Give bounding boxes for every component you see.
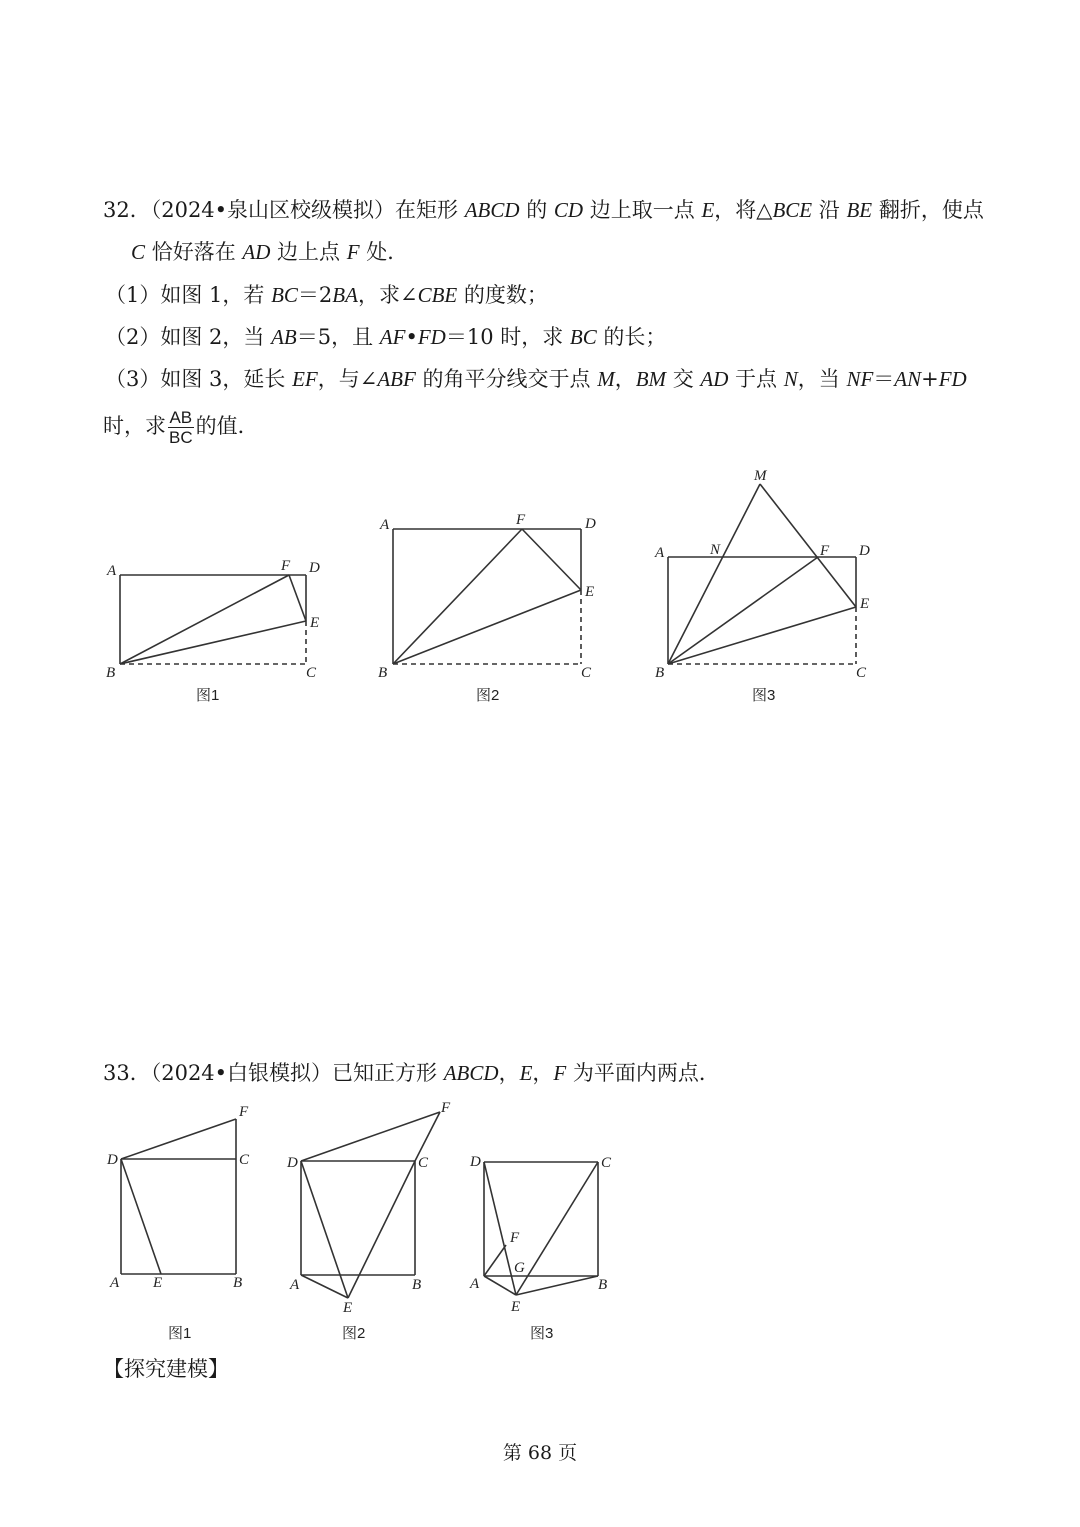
label-E: E [310, 615, 320, 631]
label-D: D [585, 516, 596, 532]
q32-part3-cont: 时，求 $\frac{AB}{BC}$ 的值． [103, 408, 259, 447]
segment-BM [668, 484, 760, 664]
segment-FE [522, 529, 581, 590]
segment-CE [348, 1161, 415, 1298]
label-D: D [470, 1154, 481, 1170]
label-E: E [585, 584, 595, 600]
segment-DE [121, 1159, 161, 1274]
q32-part3: （3）如图 3，延长 EF，与∠ABF 的角平分线交于点 M，BM 交 AD 于点 N，当 NF＝AN+FD [105, 367, 967, 391]
label-B: B [233, 1275, 243, 1291]
label-A: A [655, 545, 665, 561]
label-A: A [110, 1275, 120, 1291]
figure-caption: 图2 [476, 687, 500, 704]
label-F: F [239, 1104, 249, 1120]
q33-figure-3 [469, 1154, 612, 1342]
label-F: F [516, 512, 526, 528]
segment-BE [668, 607, 856, 664]
segment-DE [301, 1161, 348, 1298]
label-E: E [511, 1299, 521, 1315]
figure-caption: 图3 [752, 687, 776, 704]
page-number: 第 68 页 [502, 1442, 578, 1464]
label-A: A [380, 517, 390, 533]
label-A: A [107, 563, 117, 579]
label-B: B [598, 1277, 608, 1293]
label-D: D [287, 1155, 298, 1171]
q32-figure-1 [106, 558, 320, 704]
q32-figure-3 [654, 468, 870, 704]
q32-part2: （2）如图 2，当 AB＝5，且 AF•FD＝10 时，求 BC 的长； [105, 325, 667, 349]
segment-CE [516, 1162, 598, 1295]
label-E: E [343, 1300, 353, 1316]
figure-caption: 图2 [342, 1325, 366, 1342]
label-C: C [239, 1152, 250, 1168]
segment-BF [120, 575, 289, 664]
segment-AE [484, 1276, 516, 1295]
label-F: F [281, 558, 291, 574]
label-C: C [306, 665, 317, 681]
figure-caption: 图3 [530, 1325, 554, 1342]
label-C: C [581, 665, 592, 681]
segment-AF [484, 1245, 506, 1276]
fraction-ab-over-bc: $\frac{AB}{BC}$ [169, 408, 193, 447]
label-C: C [856, 665, 867, 681]
segment-BE [120, 621, 306, 664]
label-C: C [418, 1155, 429, 1171]
segment-DE [484, 1162, 516, 1295]
segment-BF [393, 529, 522, 664]
label-B: B [378, 665, 388, 681]
segment-BE [393, 590, 581, 664]
label-A: A [470, 1276, 480, 1292]
label-F: F [510, 1230, 520, 1246]
q33-figure-2 [286, 1100, 451, 1342]
segment-BF [668, 557, 818, 664]
q32-stem-line2: C 恰好落在 AD 边上点 F 处． [131, 240, 409, 264]
label-B: B [106, 665, 116, 681]
q32-stem-line1: 32．（2024•泉山区校级模拟）在矩形 ABCD 的 CD 边上取一点 E，将△BCE 沿 BE 翻折，使点 [103, 198, 984, 222]
label-D: D [859, 543, 870, 559]
figure-caption: 图1 [196, 687, 220, 704]
segment-FE [289, 575, 306, 621]
label-A: A [290, 1277, 300, 1293]
label-E: E [860, 596, 870, 612]
label-D: D [309, 560, 320, 576]
label-G: G [514, 1260, 525, 1276]
label-C: C [601, 1155, 612, 1171]
label-B: B [412, 1277, 422, 1293]
q32-part1: （1）如图 1，若 BC＝2BA，求∠CBE 的度数； [105, 283, 548, 307]
label-N: N [710, 542, 721, 558]
segment-BE [516, 1276, 598, 1295]
label-F: F [820, 543, 830, 559]
label-B: B [655, 665, 665, 681]
label-F: F [441, 1100, 451, 1116]
segment-DF [121, 1119, 236, 1159]
label-E: E [153, 1275, 163, 1291]
q32-figure-2 [378, 512, 596, 704]
q33-stem: 33．（2024•白银模拟）已知正方形 ABCD，E，F 为平面内两点． [103, 1061, 720, 1085]
section-heading: 【探究建模】 [103, 1357, 229, 1381]
label-M: M [754, 468, 767, 484]
label-D: D [107, 1152, 118, 1168]
q33-figure-1 [106, 1104, 250, 1342]
figure-caption: 图1 [168, 1325, 192, 1342]
